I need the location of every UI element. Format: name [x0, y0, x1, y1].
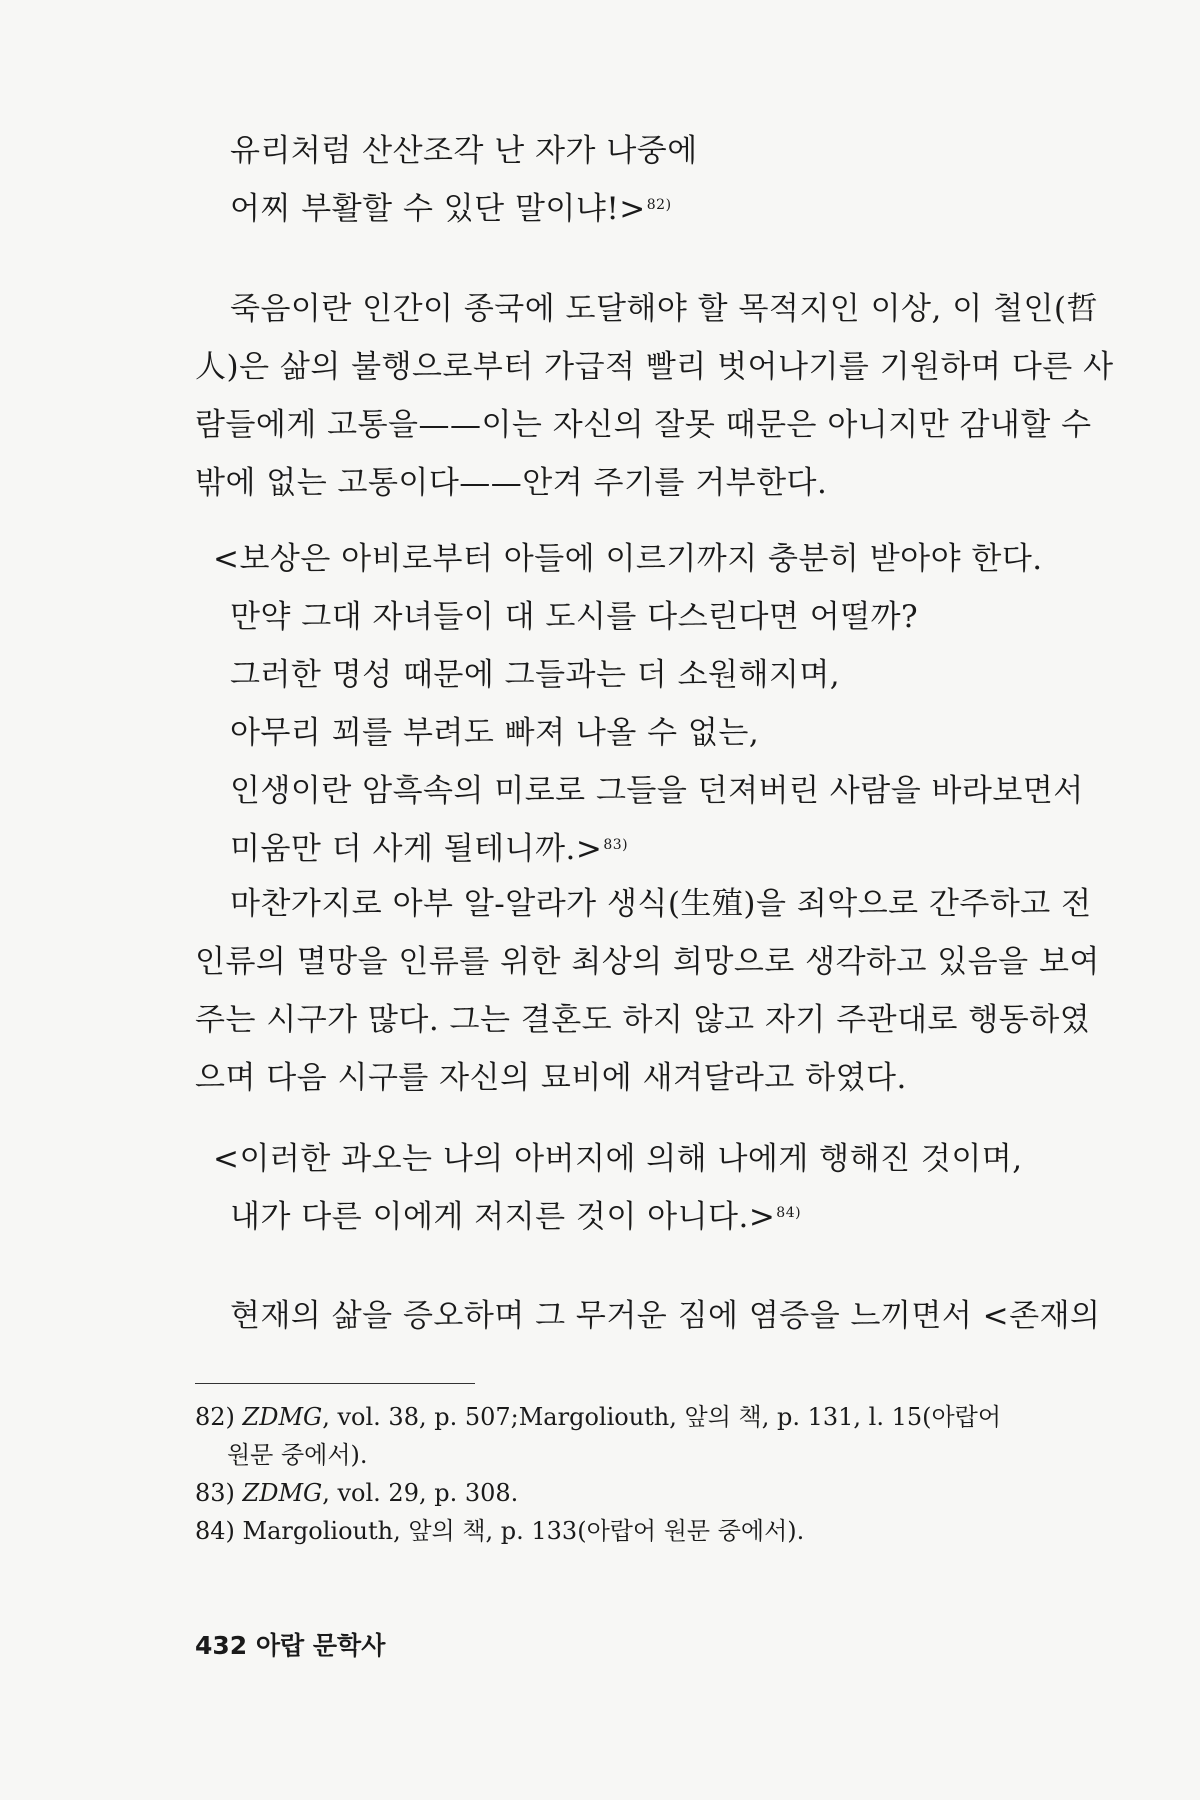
footnote-ref-84[interactable]: 84) [776, 1205, 802, 1221]
verse-line: <이러한 과오는 나의 아버지에 의해 나에게 행해진 것이며, [213, 1141, 1023, 1177]
verse-line: 그러한 명성 때문에 그들과는 더 소원해지며, [230, 657, 841, 693]
footnote-text: Margoliouth, 앞의 책, p. 133(아랍어 원문 중에서). [242, 1517, 805, 1545]
paragraph-line: 인류의 멸망을 인류를 위한 최상의 희망으로 생각하고 있음을 보여 [195, 944, 1100, 980]
paragraph-line: 밖에 없는 고통이다——안겨 주기를 거부한다. [195, 465, 828, 501]
verse-line: 만약 그대 자녀들이 대 도시를 다스린다면 어떨까? [230, 599, 919, 635]
verse-quote-3 [195, 1130, 1045, 1246]
journal-abbrev: ZDMG [242, 1403, 323, 1431]
paragraph-2 [195, 875, 1100, 1107]
paragraph-line: 人)은 삶의 불행으로부터 가급적 빨리 벗어나기를 기원하며 다른 사 [195, 349, 1114, 385]
verse-line: 어찌 부활할 수 있단 말이냐!>$^{82)}$ [230, 191, 672, 227]
footnote-text: , vol. 38, p. 507;Margoliouth, 앞의 책, p. 131, l. 15(아랍어 [322, 1403, 1002, 1431]
footnote-text: , vol. 29, p. 308. [322, 1479, 519, 1507]
footnotes [195, 1398, 1045, 1550]
footnote-number: 84) [195, 1517, 235, 1545]
verse-line: 내가 다른 이에게 저지른 것이 아니다.>$^{84)}$ [230, 1199, 802, 1235]
verse-line: 유리처럼 산산조각 난 자가 나중에 [230, 133, 698, 169]
footnote-number: 82) [195, 1403, 235, 1431]
paragraph-line: 주는 시구가 많다. 그는 결혼도 하지 않고 자기 주관대로 행동하였 [195, 1002, 1091, 1038]
verse-line: 아무리 꾀를 부려도 빠져 나올 수 없는, [230, 715, 760, 751]
page-number: 432 [195, 1631, 248, 1660]
verse-quote-1 [195, 122, 1045, 238]
paragraph-line: 으며 다음 시구를 자신의 묘비에 새겨달라고 하였다. [195, 1060, 907, 1096]
verse-line: 인생이란 암흑속의 미로로 그들을 던져버린 사람을 바라보면서 [230, 773, 1084, 809]
footnote-continuation: 원문 중에서). [227, 1441, 368, 1469]
journal-abbrev: ZDMG [242, 1479, 323, 1507]
footnote-82 [195, 1398, 1045, 1474]
paragraph-line: 현재의 삶을 증오하며 그 무거운 짐에 염증을 느끼면서 <존재의 [230, 1298, 1101, 1334]
verse-line: <보상은 아비로부터 아들에 이르기까지 충분히 받아야 한다. [213, 541, 1043, 577]
footnote-83 [195, 1474, 1045, 1512]
paragraph-1 [195, 280, 1114, 512]
running-head: 아랍 문학사 [255, 1631, 386, 1660]
footnote-divider [195, 1383, 475, 1384]
footnote-ref-83[interactable]: 83) [603, 837, 629, 853]
footnote-ref-82[interactable]: 82) [646, 197, 672, 213]
verse-quote-2 [195, 530, 1084, 878]
footnote-number: 83) [195, 1479, 235, 1507]
paragraph-3 [195, 1287, 1101, 1345]
verse-line: 미움만 더 사게 될테니까.>$^{83)}$ [230, 831, 629, 867]
footnote-84 [195, 1512, 1045, 1550]
paragraph-line: 마찬가지로 아부 알-알라가 생식(生殖)을 죄악으로 간주하고 전 [230, 886, 1092, 922]
paragraph-line: 죽음이란 인간이 종국에 도달해야 할 목적지인 이상, 이 철인(哲 [230, 291, 1098, 327]
paragraph-line: 람들에게 고통을——이는 자신의 잘못 때문은 아니지만 감내할 수 [195, 407, 1092, 443]
page-footer [195, 1626, 385, 1662]
